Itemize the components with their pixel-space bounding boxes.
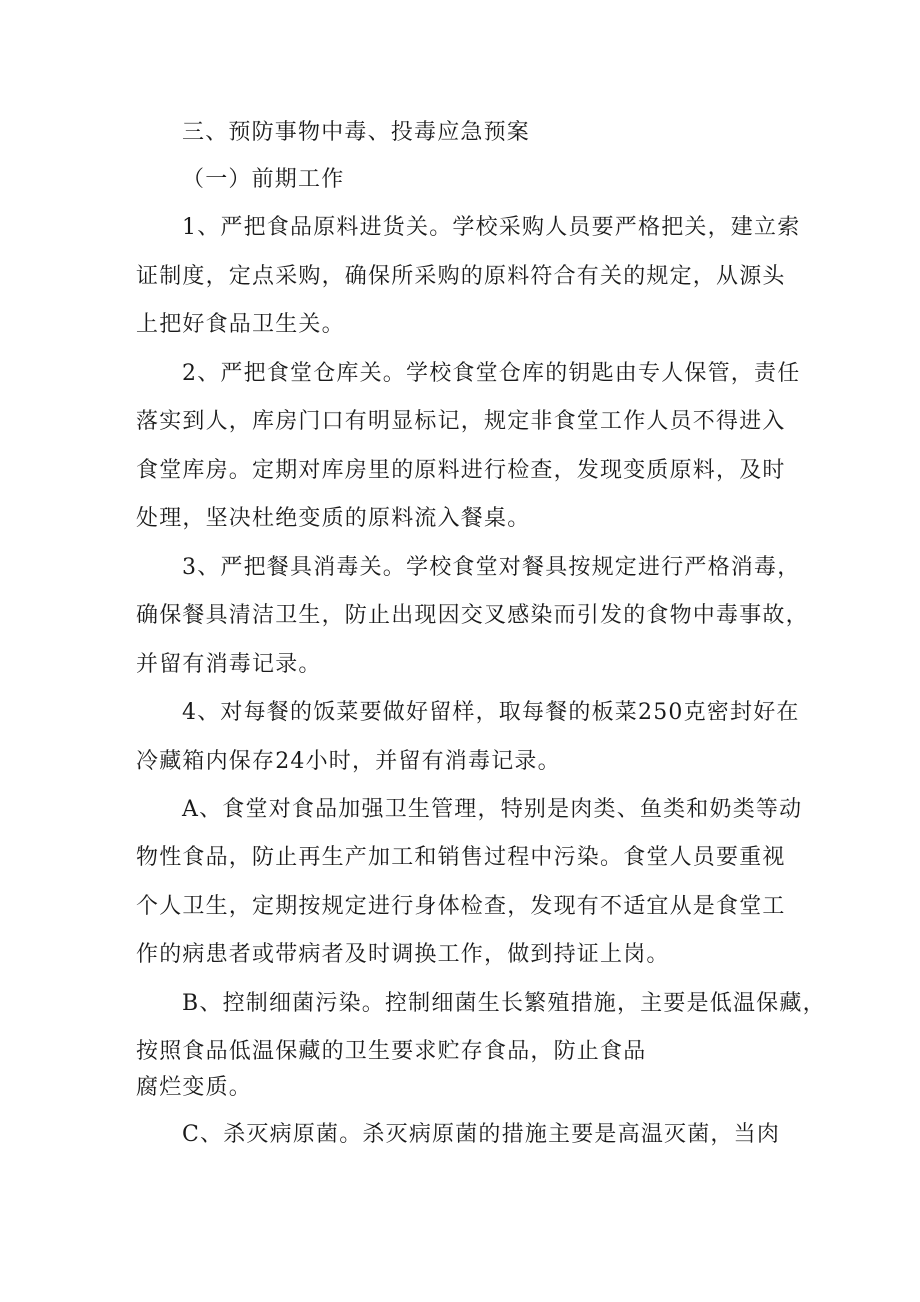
paragraph-4-line-2: 冷藏箱内保存24小时，并留有消毒记录。 <box>136 749 561 774</box>
paragraph-b-line-2: 按照食品低温保藏的卫生要求贮存食品，防止食品 <box>136 1039 647 1064</box>
section-title: 三、预防事物中毒、投毒应急预案 <box>182 120 531 145</box>
paragraph-1-line-3: 上把好食品卫生关。 <box>136 312 345 337</box>
paragraph-2-line-4: 处理，坚决杜绝变质的原料流入餐桌。 <box>136 506 531 531</box>
paragraph-1-line-2: 证制度，定点采购，确保所采购的原料符合有关的规定，从源头 <box>136 264 786 289</box>
paragraph-c-line-1: C、杀灭病原菌。杀灭病原菌的措施主要是高温灭菌，当肉 <box>182 1122 781 1147</box>
subsection-title: （一）前期工作 <box>182 167 345 192</box>
paragraph-2-line-1: 2、严把食堂仓库关。学校食堂仓库的钥匙由专人保管，责任 <box>182 361 801 386</box>
paragraph-3-line-1: 3、严把餐具消毒关。学校食堂对餐具按规定进行严格消毒， <box>182 555 801 580</box>
paragraph-b-line-1: B、控制细菌污染。控制细菌生长繁殖措施，主要是低温保藏， <box>182 991 826 1016</box>
paragraph-2-line-2: 落实到人，库房门口有明显标记，规定非食堂工作人员不得进入 <box>136 409 786 434</box>
paragraph-a-line-3: 个人卫生，定期按规定进行身体检查，发现有不适宜从是食堂工 <box>136 894 786 919</box>
paragraph-a-line-4: 作的病患者或带病者及时调换工作，做到持证上岗。 <box>136 942 670 967</box>
paragraph-2-line-3: 食堂库房。定期对库房里的原料进行检查，发现变质原料，及时 <box>136 458 786 483</box>
paragraph-a-line-2: 物性食品，防止再生产加工和销售过程中污染。食堂人员要重视 <box>136 845 786 870</box>
paragraph-3-line-2: 确保餐具清洁卫生，防止出现因交叉感染而引发的食物中毒事故， <box>136 603 809 628</box>
paragraph-1-line-1: 1、严把食品原料进货关。学校采购人员要严格把关，建立索 <box>182 215 801 240</box>
paragraph-a-line-1: A、食堂对食品加强卫生管理，特别是肉类、鱼类和奶类等动 <box>182 797 803 822</box>
paragraph-b-line-3: 腐烂变质。 <box>136 1075 253 1100</box>
paragraph-4-line-1: 4、对每餐的饭菜要做好留样，取每餐的板菜250克密封好在 <box>182 700 800 725</box>
paragraph-3-line-3: 并留有消毒记录。 <box>136 652 322 677</box>
